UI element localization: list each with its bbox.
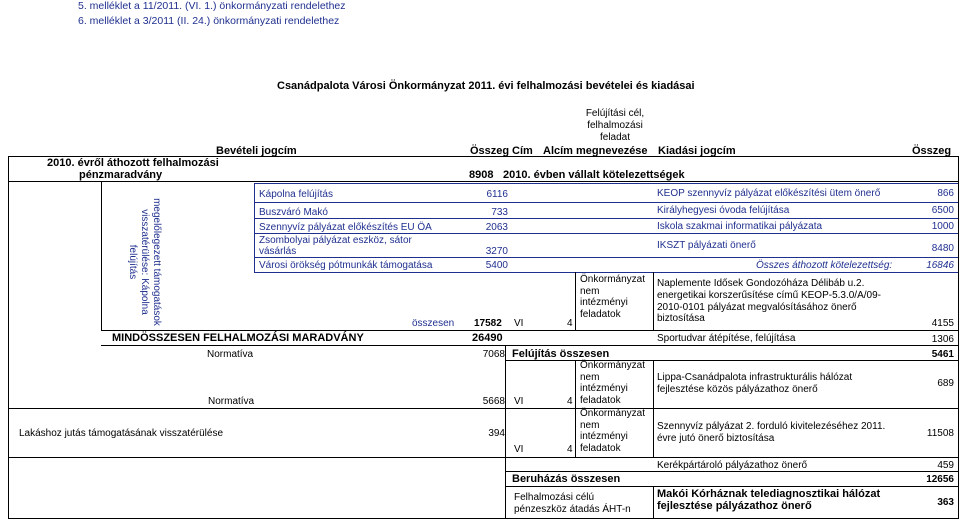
subtotal-label: összesen — [412, 318, 455, 329]
purpose-header-2: felhalmozási — [587, 120, 643, 131]
income-item-4-name-2: vásárlás — [259, 246, 297, 257]
purpose-header — [575, 108, 655, 144]
szennyviz2-l2: évre jutó önerő biztosítása — [657, 433, 775, 444]
felujitas-total-value: 5461 — [931, 349, 954, 360]
table-rule — [653, 272, 654, 330]
table-rule — [101, 181, 102, 330]
expense-sum-header: Összeg — [912, 145, 952, 157]
makoi-l2: fejlesztése pályázathoz önerő — [657, 500, 812, 512]
income-item-2-value: 733 — [491, 207, 508, 218]
table-rule — [575, 272, 576, 330]
lippa-value: 689 — [937, 378, 954, 389]
onk-block-2-l3: intézményi — [580, 383, 628, 394]
income-sum-header: Összeg — [470, 145, 510, 157]
makoi-l1: Makói Kórháznak telediagnosztikai hálózat — [657, 488, 881, 500]
grand-total-value: 26490 — [472, 332, 503, 344]
income-item-5-value: 5400 — [485, 260, 508, 271]
subtotal-alcim: 4 — [567, 318, 573, 329]
naplemente-value: 4155 — [931, 318, 954, 329]
naplemente-l2: energetikai korszerűsítése című KEOP-5.3.0/A/09- — [657, 290, 881, 301]
naplemente-l3: 2010-0101 pályázat megvalósításához önerő — [657, 302, 857, 313]
table-rule — [505, 486, 959, 487]
expense-item-3-value: 1000 — [931, 221, 954, 232]
table-rule — [8, 156, 959, 157]
beruhazas-value: 12656 — [926, 474, 954, 485]
table-rule — [8, 457, 959, 458]
szennyviz2-l1: Szennyvíz pályázat 2. forduló kivitelezéséhez 2011. — [657, 421, 886, 432]
income-item-1-name: Kápolna felújítás — [259, 189, 333, 200]
carryover-value: 8908 — [469, 169, 494, 181]
alcim-header: Alcím — [543, 145, 573, 157]
purpose-header-3: feladat — [599, 132, 631, 143]
sportudvar-name: Sportudvar átépítése, felújítása — [657, 333, 796, 344]
table-rule — [8, 181, 959, 182]
lakashoz-cim: VI — [514, 444, 524, 455]
felhalmozasi-celu-l1: Felhalmozási célú — [514, 492, 595, 503]
expense-item-3-name: Iskola szakmai informatikai pályázata — [657, 221, 823, 232]
blue-rule — [254, 202, 958, 203]
table-rule — [575, 360, 576, 457]
lakashoz-value: 394 — [488, 428, 505, 439]
table-rule — [505, 360, 959, 361]
expense-item-4-value: 8480 — [931, 243, 954, 254]
expense-item-1-value: 866 — [937, 188, 954, 199]
table-rule — [8, 156, 9, 518]
felujitas-total-label: Felújítás összesen — [512, 348, 610, 360]
onk-block-1-l2: nem — [580, 285, 600, 297]
expense-name-header: Kiadási jogcím — [658, 145, 736, 157]
total-carryover-label: Összes áthozott kötelezettség: — [756, 260, 893, 271]
naplemente-l1: Naplemente Idősek Gondozóháza Délibáb u.2. — [657, 278, 865, 289]
blue-rule — [254, 183, 255, 272]
purpose-header-4: megnevezése — [576, 145, 648, 157]
onk-block-1-l3: intézményi — [580, 297, 628, 308]
table-rule — [101, 345, 959, 346]
onk-block-3-l4: feladatok — [580, 442, 621, 454]
income-item-5-name: Városi örökség pótmunkák támogatása — [259, 260, 433, 271]
table-rule — [653, 486, 654, 518]
rotated-label: megelőlegezett támogatások visszatérülése: Kápolna felújítás — [127, 198, 162, 326]
onk-block-1 — [580, 274, 645, 320]
makoi-value: 363 — [937, 497, 954, 508]
income-item-3-value: 2063 — [485, 222, 508, 233]
beruhazas-label: Beruházás összesen — [512, 473, 621, 485]
naplemente-l4: biztosítása — [657, 313, 705, 324]
lippa-l1: Lippa-Csanádpalota infrastrukturális hálózat — [657, 372, 853, 383]
lakashoz-alcim: 4 — [567, 444, 573, 455]
page-title: Csanádpalota Városi Önkormányzat 2011. évi felhalmozási bevételei és kiadásai — [277, 80, 695, 92]
normativa-2-cim: VI — [514, 396, 524, 407]
szennyviz2-value: 11508 — [926, 428, 954, 439]
income-name-header: Bevételi jogcím — [216, 145, 297, 157]
commitments-label: 2010. évben vállalt kötelezettségek — [503, 169, 685, 181]
expense-item-4-name: IKSZT pályázati önerő — [657, 240, 756, 251]
table-rule — [505, 345, 506, 518]
purpose-header-1: Felújítási cél, — [585, 108, 645, 119]
normativa-1-label: Normatíva — [207, 349, 254, 360]
income-item-3-name: Szennyvíz pályázat előkészítés EU ÖA — [259, 222, 432, 233]
carryover-label-1: 2010. évről áthozott felhalmozási — [47, 157, 219, 169]
table-rule — [8, 408, 959, 409]
onk-block-3-l2: nem — [580, 419, 600, 431]
onk-block-2 — [580, 360, 645, 406]
normativa-2-label: Normatíva — [208, 396, 255, 407]
expense-item-2-name: Királyhegyesi óvoda felújítása — [657, 205, 790, 216]
normativa-2-alcim: 4 — [567, 396, 573, 407]
subtotal-value: 17582 — [474, 318, 502, 329]
expense-item-2-value: 6500 — [931, 205, 954, 216]
kerekpar-value: 459 — [937, 460, 954, 471]
blue-rule — [254, 183, 958, 184]
sportudvar-value: 1306 — [931, 334, 954, 345]
blue-rule — [254, 257, 958, 258]
header-line-1: 5. melléklet a 11/2011. (VI. 1.) önkormányzati rendelethez — [78, 0, 346, 12]
onk-block-1-l4: feladatok — [580, 308, 621, 320]
onk-block-2-l4: feladatok — [580, 394, 621, 406]
income-item-4-value: 3270 — [485, 246, 508, 257]
expense-item-1-name: KEOP szennyvíz pályázat előkészítési ütem önerő — [657, 188, 881, 199]
blue-rule — [254, 233, 958, 234]
normativa-2-value: 5668 — [482, 396, 505, 407]
cim-header: Cím — [512, 145, 533, 157]
lippa-l2: fejlesztése közös pályázathoz önerő — [657, 384, 818, 395]
table-rule — [958, 156, 959, 518]
lakashoz-label: Lakáshoz jutás támogatásának visszatérülése — [19, 428, 224, 439]
onk-block-2-l2: nem — [580, 371, 600, 383]
onk-block-2-l1: Önkormányzat — [580, 360, 646, 371]
table-rule — [505, 471, 959, 472]
onk-block-1-l1: Önkormányzat — [580, 274, 646, 285]
onk-block-3 — [580, 408, 645, 454]
table-rule — [101, 330, 959, 331]
income-item-1-value: 6116 — [486, 189, 508, 200]
rotated-label-box — [98, 196, 162, 328]
blue-rule — [254, 218, 958, 219]
total-carryover-value: 16846 — [926, 260, 954, 271]
header-line-2: 6. melléklet a 3/2011 (II. 24.) önkormányzati rendelethez — [78, 15, 340, 27]
kerekpar-name: Kerékpártároló pályázathoz önerő — [657, 460, 808, 471]
subtotal-cim: VI — [514, 318, 524, 329]
normativa-1-value: 7068 — [482, 349, 505, 360]
income-item-2-name: Buszváró Makó — [259, 207, 328, 218]
onk-block-3-l3: intézményi — [580, 431, 628, 442]
carryover-label-2: pénzmaradvány — [79, 169, 163, 181]
onk-block-3-l1: Önkormányzat — [580, 408, 646, 419]
grand-total-label: MINDÖSSZESEN FELHALMOZÁSI MARADVÁNY — [112, 332, 364, 344]
felhalmozasi-celu-l2: pénzeszköz átadás ÁHT-n — [514, 504, 631, 515]
blue-rule — [254, 272, 958, 273]
table-rule — [653, 360, 654, 457]
income-item-4-name-1: Zsombolyai pályázat eszköz, sátor — [259, 235, 412, 246]
